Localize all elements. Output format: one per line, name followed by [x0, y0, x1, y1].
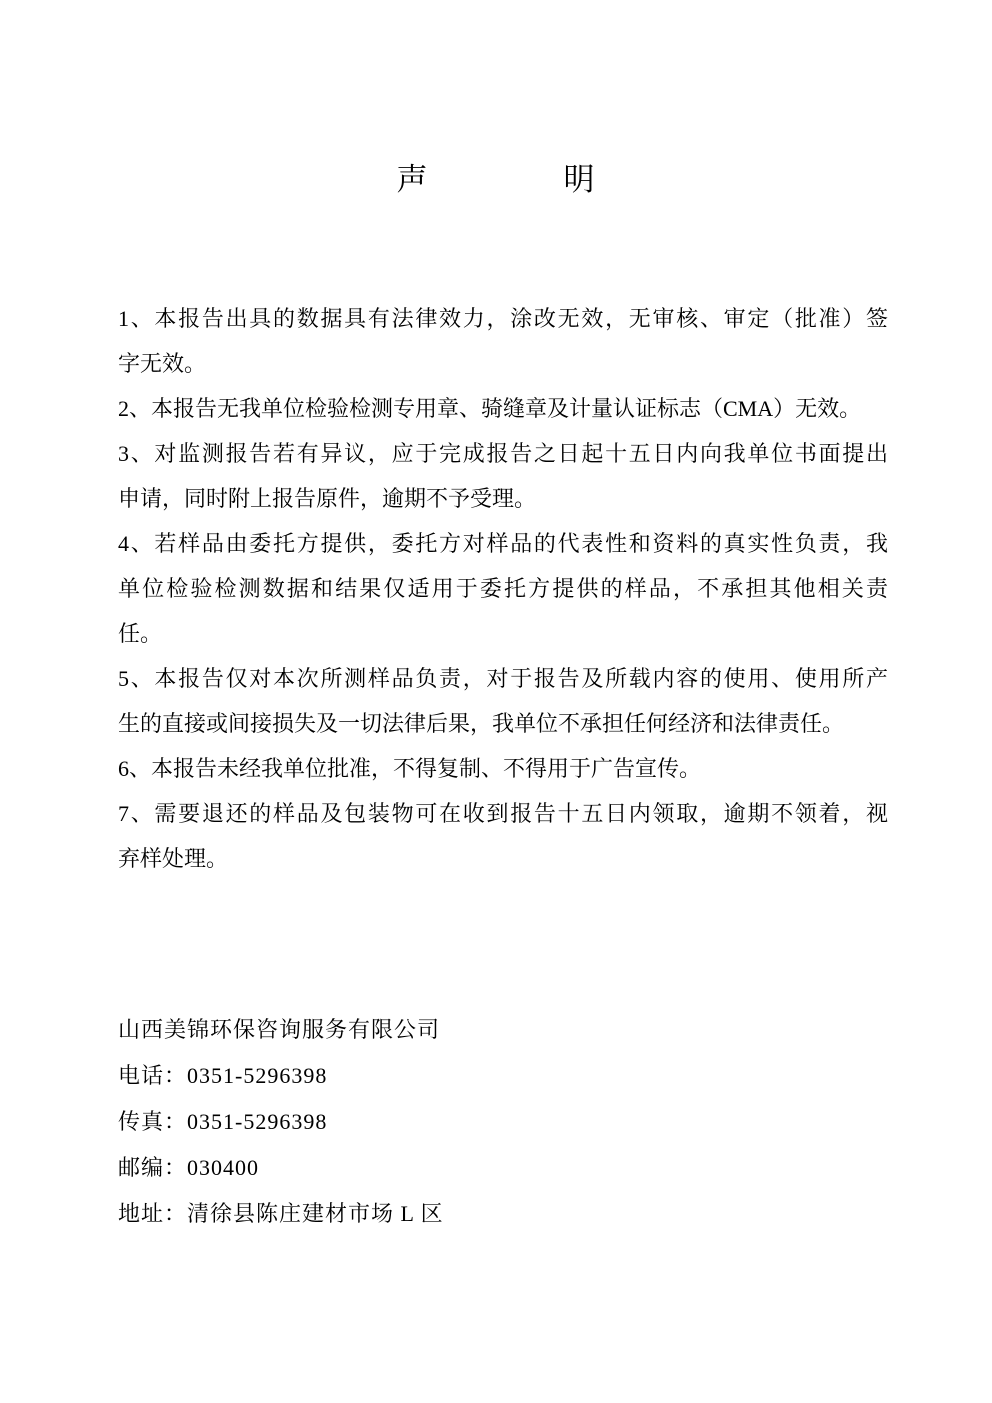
title-char-right: 明	[563, 162, 596, 197]
declaration-item-7-line: 弃样处理。	[118, 846, 229, 871]
fax-line: 传真：0351-5296398	[118, 1109, 328, 1134]
declaration-item-3-line: 3、对监测报告若有异议，应于完成报告之日起十五日内向我单位书面提出	[118, 441, 888, 466]
phone-line: 电话：0351-5296398	[118, 1063, 328, 1088]
document-title	[0, 158, 992, 202]
declaration-item-6-line: 6、本报告未经我单位批准，不得复制、不得用于广告宣传。	[118, 756, 702, 781]
declaration-item-4-line: 单位检验检测数据和结果仅适用于委托方提供的样品，不承担其他相关责	[118, 576, 888, 601]
contact-block	[118, 1007, 888, 1237]
declaration-item-5-line: 生的直接或间接损失及一切法律后果，我单位不承担任何经济和法律责任。	[118, 711, 845, 736]
company-name: 山西美锦环保咨询服务有限公司	[118, 1017, 441, 1042]
declaration-list	[118, 296, 888, 881]
declaration-item-2-line: 2、本报告无我单位检验检测专用章、骑缝章及计量认证标志（CMA）无效。	[118, 396, 862, 421]
declaration-item-3-line: 申请，同时附上报告原件，逾期不予受理。	[118, 486, 537, 511]
declaration-item-5-line: 5、本报告仅对本次所测样品负责，对于报告及所载内容的使用、使用所产	[118, 666, 888, 691]
declaration-item-1-line: 字无效。	[118, 351, 207, 376]
declaration-item-1-line: 1、本报告出具的数据具有法律效力，涂改无效，无审核、审定（批准）签	[118, 306, 888, 331]
title-char-left: 声	[396, 162, 429, 197]
declaration-item-7-line: 7、需要退还的样品及包装物可在收到报告十五日内领取，逾期不领着，视	[118, 801, 888, 826]
declaration-item-4-line: 4、若样品由委托方提供，委托方对样品的代表性和资料的真实性负责，我	[118, 531, 888, 556]
postal-code-line: 邮编：030400	[118, 1155, 260, 1180]
address-line: 地址：清徐县陈庄建材市场 L 区	[118, 1201, 444, 1226]
declaration-item-4-line: 任。	[118, 621, 163, 646]
